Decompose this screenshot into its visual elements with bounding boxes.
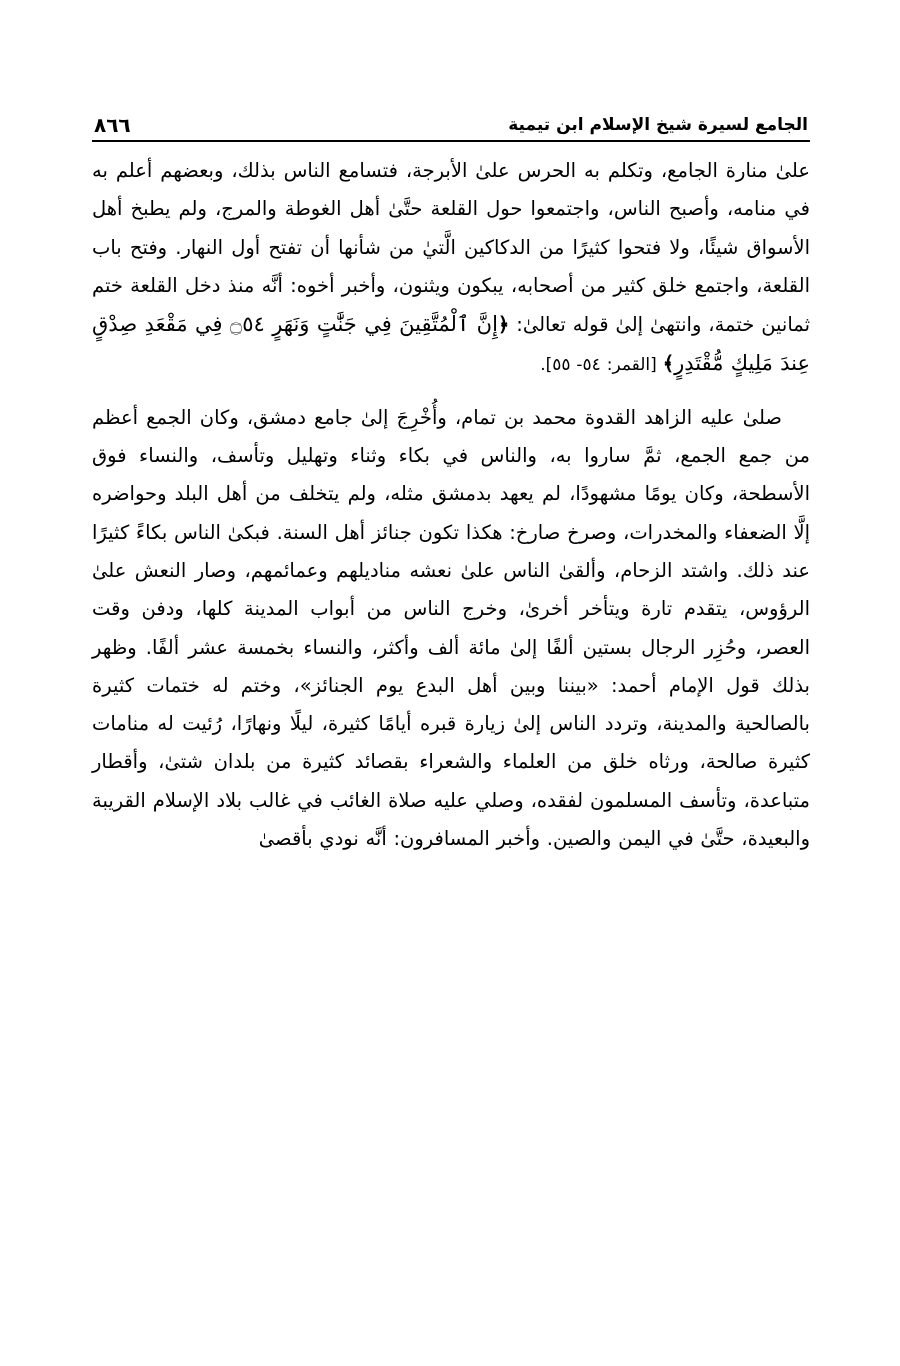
paragraph-2-text: صلىٰ عليه الزاهد القدوة محمد بن تمام، وأُخْرِجَ إلىٰ جامع دمشق، وكان الجمع أعظم من جمع الجمع، ثمَّ ساروا به، والناس في بكاء وثناء وتهليل وتأسف، والنساء فوق الأسطحة، وكان يومًا مشهودًا، لم يعهد بدمشق مثله، ولم يتخلف من أهل البلد وحواضره إلَّا الضعفاء والمخدرات، وصرخ صارخ: هكذا تكون جنائز أهل السنة. فبكىٰ الناس بكاءً كثيرًا عند ذلك. واشتد الزحام، وألقىٰ الناس علىٰ نعشه مناديلهم وعمائمهم، وصار النعش علىٰ الرؤوس، يتقدم تارة ويتأخر أخرىٰ، وخرج الناس من أبواب المدينة كلها، ودفن وقت العصر، وحُزِر الرجال بستين ألفًا إلىٰ مائة ألف وأكثر، والنساء بخمسة عشر ألفًا. وظهر بذلك قول الإمام أحمد: «بيننا وبين أهل البدع يوم الجنائز»، وختم له ختمات كثيرة بالصالحية والمدينة، وتردد الناس إلىٰ زيارة قبره أيامًا كثيرة، ليلًا ونهارًا، رُئيت له منامات كثيرة صالحة، ورثاه خلق من العلماء والشعراء بقصائد كثيرة من بلدان شتىٰ، وأقطار متباعدة، وتأسف المسلمون لفقده، وصلي عليه صلاة الغائب في غالب بلاد الإسلام القريبة والبعيدة، حتَّىٰ في اليمن والصين. وأخبر المسافرون: أنَّه نودي بأقصىٰ: [92, 405, 810, 851]
paragraph-1-text: علىٰ منارة الجامع، وتكلم به الحرس علىٰ الأبرجة، فتسامع الناس بذلك، وبعضهم أعلم به في منامه، وأصبح الناس، واجتمعوا حول القلعة حتَّىٰ أهل الغوطة والمرج، ولم يطبخ أهل الأسواق شيئًا، ولا فتحوا كثيرًا من الدكاكين الَّتيٰ من شأنها أن تفتح أول النهار. وفتح باب القلعة، واجتمع خلق كثير من أصحابه، يبكون ويثنون، وأخبر أخوه: أنَّه منذ دخل القلعة ختم ثمانين ختمة، وانتهىٰ إلىٰ قوله تعالىٰ:: [92, 159, 810, 337]
paragraph-1: [92, 152, 810, 385]
verse-open-bracket: ﴿: [497, 313, 510, 337]
running-header: [92, 100, 810, 142]
book-page: [92, 100, 810, 858]
paragraph-2: [92, 399, 810, 859]
verse-close-bracket: ﴾: [662, 352, 675, 376]
book-title: الجامع لسيرة شيخ الإسلام ابن تيمية: [508, 115, 808, 135]
quran-verse: إِنَّ ٱلْمُتَّقِينَ فِي جَنَّٰتٍ وَنَهَرٍ ۝٥٤ فِي مَقْعَدِ صِدْقٍ عِندَ مَلِيكٍ مُّقْتَدِرٍ: [92, 312, 810, 376]
page-number: ٨٦٦: [94, 113, 131, 137]
verse-reference: [القمر: ٥٤- ٥٥].: [540, 355, 663, 376]
page-body: [92, 152, 810, 858]
